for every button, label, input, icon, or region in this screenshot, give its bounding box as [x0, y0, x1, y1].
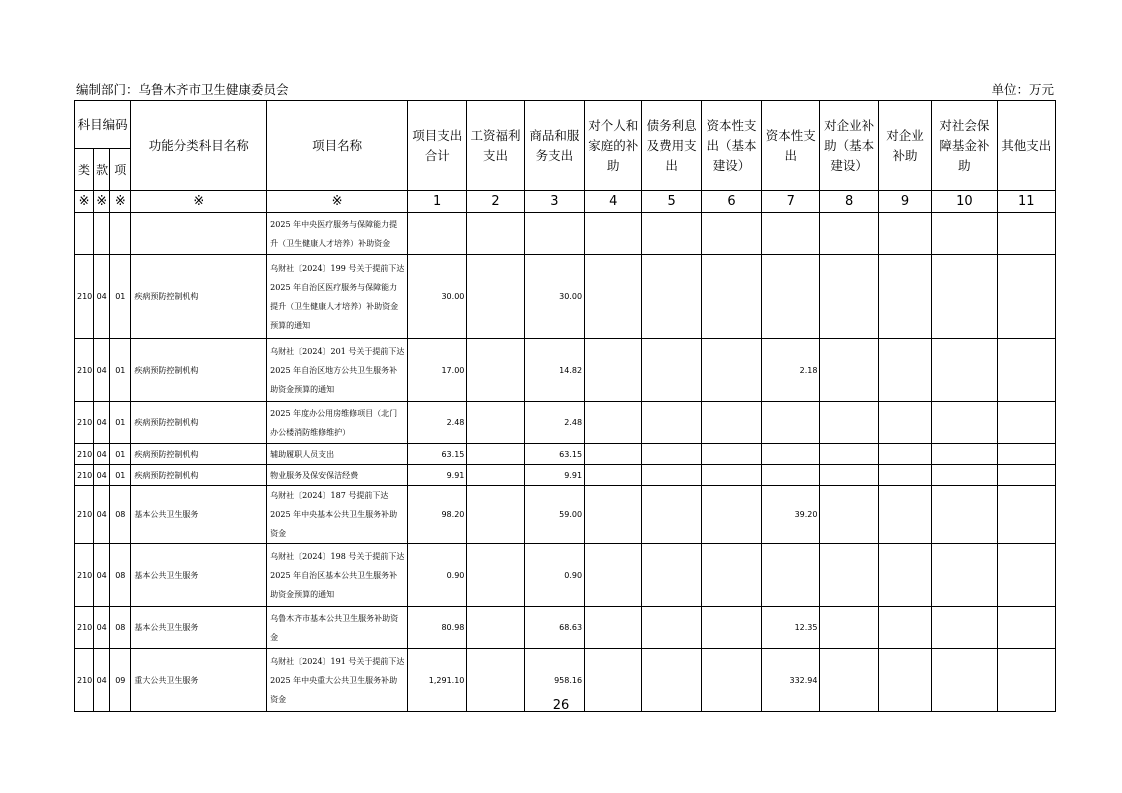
other-expense-cell	[997, 213, 1055, 255]
lei-cell: 210	[75, 339, 94, 402]
function-name-cell: 基本公共卫生服务	[131, 544, 267, 607]
kuan-cell: 04	[94, 607, 110, 649]
total-cell: 98.20	[408, 486, 467, 544]
function-name-cell: 重大公共卫生服务	[131, 649, 267, 712]
kuan-cell: 04	[94, 402, 110, 444]
total-cell	[408, 213, 467, 255]
salary-cell	[467, 213, 524, 255]
salary-header: 工资福利支出	[467, 101, 524, 191]
capital-cell: 12.35	[762, 607, 820, 649]
debt-interest-cell	[642, 607, 701, 649]
capital-construction-cell	[701, 544, 761, 607]
enterprise-subsidy-cell	[878, 255, 931, 339]
xiang-cell: 01	[110, 444, 131, 465]
index-cell: 8	[820, 191, 878, 213]
goods-services-cell	[524, 213, 584, 255]
lei-cell: 210	[75, 465, 94, 486]
total-cell: 1,291.10	[408, 649, 467, 712]
enterprise-construction-cell	[820, 213, 878, 255]
salary-cell	[467, 544, 524, 607]
social-security-cell	[932, 607, 997, 649]
project-name-cell: 2025 年中央医疗服务与保障能力提升（卫生健康人才培养）补助资金	[267, 213, 408, 255]
goods-services-cell: 68.63	[524, 607, 584, 649]
social-security-cell	[932, 544, 997, 607]
capital-header: 资本性支出	[762, 101, 820, 191]
function-name-cell: 疾病预防控制机构	[131, 339, 267, 402]
kuan-cell: 04	[94, 444, 110, 465]
personal-subsidy-cell	[585, 444, 642, 465]
total-cell: 80.98	[408, 607, 467, 649]
function-name-cell	[131, 213, 267, 255]
project-name-cell: 辅助履职人员支出	[267, 444, 408, 465]
table-row	[75, 607, 1056, 649]
capital-cell	[762, 255, 820, 339]
function-name-cell: 疾病预防控制机构	[131, 255, 267, 339]
kuan-cell: 04	[94, 465, 110, 486]
index-cell: 11	[997, 191, 1055, 213]
goods-services-cell: 59.00	[524, 486, 584, 544]
lei-cell: 210	[75, 255, 94, 339]
index-cell: 9	[878, 191, 931, 213]
project-name-cell: 物业服务及保安保洁经费	[267, 465, 408, 486]
function-name-cell: 基本公共卫生服务	[131, 607, 267, 649]
enterprise-construction-cell	[820, 607, 878, 649]
goods-services-cell: 9.91	[524, 465, 584, 486]
debt-interest-cell	[642, 255, 701, 339]
index-cell: ※	[267, 191, 408, 213]
function-name-cell: 疾病预防控制机构	[131, 465, 267, 486]
table-body	[75, 213, 1056, 712]
table-row	[75, 486, 1056, 544]
index-cell: ※	[94, 191, 110, 213]
enterprise-construction-cell	[820, 486, 878, 544]
enterprise-construction-cell	[820, 544, 878, 607]
lei-cell: 210	[75, 607, 94, 649]
enterprise-subsidy-cell	[878, 213, 931, 255]
other-expense-cell	[997, 444, 1055, 465]
debt-interest-cell	[642, 339, 701, 402]
capital-construction-cell	[701, 402, 761, 444]
kuan-cell: 04	[94, 544, 110, 607]
social-security-cell	[932, 402, 997, 444]
enterprise-construction-cell	[820, 402, 878, 444]
lei-cell: 210	[75, 444, 94, 465]
lei-cell	[75, 213, 94, 255]
kuan-cell: 04	[94, 649, 110, 712]
xiang-cell: 01	[110, 465, 131, 486]
xiang-cell: 01	[110, 255, 131, 339]
capital-cell	[762, 465, 820, 486]
index-cell: 1	[408, 191, 467, 213]
other-expense-cell	[997, 607, 1055, 649]
index-cell: 5	[642, 191, 701, 213]
debt-interest-cell	[642, 402, 701, 444]
capital-cell	[762, 544, 820, 607]
goods-services-cell: 2.48	[524, 402, 584, 444]
table-row	[75, 213, 1056, 255]
personal-subsidy-cell	[585, 402, 642, 444]
goods-services-cell: 958.16	[524, 649, 584, 712]
kuan-cell	[94, 213, 110, 255]
enterprise-subsidy-cell	[878, 544, 931, 607]
lei-cell: 210	[75, 649, 94, 712]
goods-services-header: 商品和服务支出	[524, 101, 584, 191]
other-expense-header: 其他支出	[997, 101, 1055, 191]
project-name-cell: 2025 年度办公用房维修项目（北门办公楼消防维修维护）	[267, 402, 408, 444]
enterprise-subsidy-cell	[878, 465, 931, 486]
project-name-cell: 乌财社〔2024〕199 号关于提前下达 2025 年自治区医疗服务与保障能力提升（卫生健康人才培养）补助资金预算的通知	[267, 255, 408, 339]
capital-construction-cell	[701, 255, 761, 339]
project-name-cell: 乌财社〔2024〕187 号提前下达 2025 年中央基本公共卫生服务补助资金	[267, 486, 408, 544]
social-security-cell	[932, 486, 997, 544]
salary-cell	[467, 465, 524, 486]
code-group-header: 科目编码	[75, 101, 131, 149]
other-expense-cell	[997, 486, 1055, 544]
capital-construction-cell	[701, 486, 761, 544]
goods-services-cell: 30.00	[524, 255, 584, 339]
personal-subsidy-cell	[585, 255, 642, 339]
capital-construction-cell	[701, 444, 761, 465]
personal-subsidy-cell	[585, 465, 642, 486]
function-name-header: 功能分类科目名称	[131, 101, 267, 191]
social-security-header: 对社会保障基金补助	[932, 101, 997, 191]
kuan-header: 款	[94, 149, 110, 191]
debt-interest-cell	[642, 213, 701, 255]
debt-interest-header: 债务利息及费用支出	[642, 101, 701, 191]
capital-construction-cell	[701, 213, 761, 255]
kuan-cell: 04	[94, 255, 110, 339]
total-cell: 2.48	[408, 402, 467, 444]
project-name-cell: 乌财社〔2024〕191 号关于提前下达 2025 年中央重大公共卫生服务补助资金	[267, 649, 408, 712]
index-cell: ※	[75, 191, 94, 213]
capital-construction-cell	[701, 339, 761, 402]
personal-subsidy-cell	[585, 486, 642, 544]
social-security-cell	[932, 444, 997, 465]
unit-label: 单位：万元	[991, 82, 1054, 97]
index-cell: ※	[110, 191, 131, 213]
personal-subsidy-cell	[585, 544, 642, 607]
other-expense-cell	[997, 465, 1055, 486]
index-row	[75, 191, 1056, 213]
salary-cell	[467, 255, 524, 339]
function-name-cell: 疾病预防控制机构	[131, 402, 267, 444]
enterprise-construction-cell	[820, 444, 878, 465]
index-cell: 4	[585, 191, 642, 213]
table-row	[75, 544, 1056, 607]
social-security-cell	[932, 465, 997, 486]
xiang-cell: 09	[110, 649, 131, 712]
enterprise-construction-cell	[820, 255, 878, 339]
salary-cell	[467, 486, 524, 544]
table-row	[75, 255, 1056, 339]
social-security-cell	[932, 339, 997, 402]
capital-cell: 2.18	[762, 339, 820, 402]
salary-cell	[467, 444, 524, 465]
kuan-cell: 04	[94, 339, 110, 402]
xiang-cell: 08	[110, 544, 131, 607]
enterprise-subsidy-header: 对企业补助	[878, 101, 931, 191]
personal-subsidy-cell	[585, 607, 642, 649]
xiang-cell: 08	[110, 607, 131, 649]
index-cell: 3	[524, 191, 584, 213]
enterprise-subsidy-cell	[878, 607, 931, 649]
lei-cell: 210	[75, 544, 94, 607]
project-name-cell: 乌财社〔2024〕201 号关于提前下达 2025 年自治区地方公共卫生服务补助资金预算的通知	[267, 339, 408, 402]
index-cell: 10	[932, 191, 997, 213]
salary-cell	[467, 607, 524, 649]
project-name-header: 项目名称	[267, 101, 408, 191]
budget-table	[74, 100, 1056, 712]
total-cell: 17.00	[408, 339, 467, 402]
lei-cell: 210	[75, 402, 94, 444]
salary-cell	[467, 339, 524, 402]
enterprise-subsidy-cell	[878, 444, 931, 465]
capital-cell: 39.20	[762, 486, 820, 544]
total-cell: 63.15	[408, 444, 467, 465]
project-name-cell: 乌财社〔2024〕198 号关于提前下达 2025 年自治区基本公共卫生服务补助资金预算的通知	[267, 544, 408, 607]
salary-cell	[467, 402, 524, 444]
total-cell: 30.00	[408, 255, 467, 339]
lei-cell: 210	[75, 486, 94, 544]
project-name-cell: 乌鲁木齐市基本公共卫生服务补助资金	[267, 607, 408, 649]
lei-header: 类	[75, 149, 94, 191]
total-cell: 0.90	[408, 544, 467, 607]
total-header: 项目支出合计	[408, 101, 467, 191]
enterprise-construction-cell	[820, 339, 878, 402]
other-expense-cell	[997, 339, 1055, 402]
enterprise-construction-header: 对企业补助（基本建设）	[820, 101, 878, 191]
enterprise-subsidy-cell	[878, 402, 931, 444]
capital-cell	[762, 402, 820, 444]
index-cell: 6	[701, 191, 761, 213]
personal-subsidy-cell	[585, 339, 642, 402]
debt-interest-cell	[642, 544, 701, 607]
table-row	[75, 465, 1056, 486]
table-row	[75, 444, 1056, 465]
capital-construction-header: 资本性支出（基本建设）	[701, 101, 761, 191]
table-row	[75, 402, 1056, 444]
function-name-cell: 基本公共卫生服务	[131, 486, 267, 544]
kuan-cell: 04	[94, 486, 110, 544]
goods-services-cell: 0.90	[524, 544, 584, 607]
enterprise-subsidy-cell	[878, 339, 931, 402]
debt-interest-cell	[642, 486, 701, 544]
capital-cell: 332.94	[762, 649, 820, 712]
function-name-cell: 疾病预防控制机构	[131, 444, 267, 465]
capital-cell	[762, 444, 820, 465]
other-expense-cell	[997, 255, 1055, 339]
other-expense-cell	[997, 402, 1055, 444]
other-expense-cell	[997, 544, 1055, 607]
table-row	[75, 339, 1056, 402]
social-security-cell	[932, 255, 997, 339]
page-number: 26	[552, 698, 570, 713]
goods-services-cell: 63.15	[524, 444, 584, 465]
debt-interest-cell	[642, 465, 701, 486]
xiang-header: 项	[110, 149, 131, 191]
personal-subsidy-cell	[585, 213, 642, 255]
goods-services-cell: 14.82	[524, 339, 584, 402]
index-cell: 7	[762, 191, 820, 213]
index-cell: 2	[467, 191, 524, 213]
department-label: 编制部门：乌鲁木齐市卫生健康委员会	[76, 82, 289, 97]
capital-cell	[762, 213, 820, 255]
enterprise-subsidy-cell	[878, 486, 931, 544]
xiang-cell: 08	[110, 486, 131, 544]
index-cell: ※	[131, 191, 267, 213]
capital-construction-cell	[701, 607, 761, 649]
xiang-cell: 01	[110, 339, 131, 402]
xiang-cell: 01	[110, 402, 131, 444]
debt-interest-cell	[642, 444, 701, 465]
xiang-cell	[110, 213, 131, 255]
social-security-cell	[932, 213, 997, 255]
capital-construction-cell	[701, 465, 761, 486]
personal-subsidy-header: 对个人和家庭的补助	[585, 101, 642, 191]
enterprise-construction-cell	[820, 465, 878, 486]
total-cell: 9.91	[408, 465, 467, 486]
